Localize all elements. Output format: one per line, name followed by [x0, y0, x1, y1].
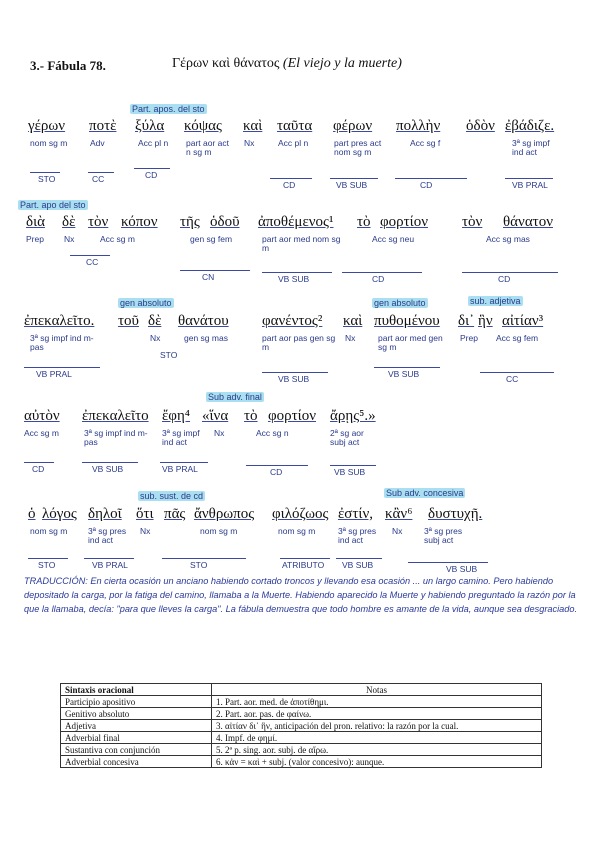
word: πολλὴν [396, 118, 441, 134]
word: θάνατον [503, 214, 553, 230]
syntax-function: CC [92, 174, 105, 184]
word: κἂν⁶ [385, 506, 413, 522]
morph-tag: 3ª sg pres subj act [424, 526, 463, 545]
word: «ἵνα [202, 408, 229, 424]
morph-tag: Acc sg m [100, 234, 135, 244]
word: ὅτι [136, 506, 154, 522]
morph-tag: 2ª sg aor subj act [330, 428, 364, 447]
syntax-function: STO [160, 350, 178, 360]
word: ἀποθέμενος¹ [258, 214, 334, 230]
morph-tag: Prep [26, 234, 44, 244]
syntax-function: VB PRAL [36, 369, 72, 379]
syntax-function: VB SUB [446, 564, 478, 574]
label-part-apos-1: Part. apos. del sto [132, 104, 205, 114]
word: ἄνθρωπος [194, 506, 255, 522]
morph-tag: Nx [150, 333, 161, 343]
word: ἔφη⁴ [162, 408, 191, 424]
word: γέρων [28, 118, 66, 134]
word: λόγος [42, 506, 77, 522]
syntax-function: ATRIBUTO [282, 560, 325, 570]
table-row [61, 732, 542, 744]
syntax-function: VB SUB [278, 274, 310, 284]
label-sub-sust-cd: sub. sust. de cd [140, 491, 204, 501]
morph-tag: nom sg m [278, 526, 316, 536]
fable-title [172, 56, 402, 72]
note-cell: 1. Part. aor. med. de ἀποτίθημι. [212, 696, 542, 708]
syntax-function: CC [86, 257, 99, 267]
word: θανάτου [178, 313, 229, 329]
syntax-function: CD [420, 180, 433, 190]
morph-tag: Acc sg fem [496, 333, 539, 343]
syntax-cell: Sustantiva con conjunción [61, 744, 212, 756]
note-cell: 5. 2ª p. sing. aor. subj. de αἴρω. [212, 744, 542, 756]
word: τὸ [244, 408, 258, 424]
morph-tag: part aor med nom sg m [262, 234, 341, 253]
label-sub-adjetiva: sub. adjetiva [470, 296, 521, 306]
table-row [61, 708, 542, 720]
word: φέρων [333, 118, 373, 134]
word: τὸν [462, 214, 483, 230]
morph-tag: 3ª sg pres ind act [338, 526, 377, 545]
morph-tag: 3ª sg pres ind act [88, 526, 127, 545]
morph-tag: 3ª sg impf ind m-pas [84, 428, 148, 447]
morph-tag: Acc sg mas [486, 234, 530, 244]
syntax-function: VB PRAL [162, 464, 198, 474]
word: ἣν [478, 313, 493, 329]
word: ἄρῃς⁵.» [330, 408, 376, 424]
syntax-function: CD [32, 464, 45, 474]
title-spanish: (El viejo y la muerte) [282, 56, 402, 71]
word: ἐβάδιζε. [505, 118, 555, 134]
word: φανέντος² [262, 313, 323, 329]
word: δι᾽ [458, 313, 475, 329]
table-row [61, 744, 542, 756]
table-row [61, 720, 542, 732]
syntax-function: STO [190, 560, 208, 570]
word: πᾶς [164, 506, 186, 522]
notes-table [60, 683, 542, 768]
morph-tag: gen sg fem [190, 234, 233, 244]
morph-tag: part aor act n sg m [186, 138, 229, 157]
syntax-function: CD [283, 180, 296, 190]
syntax-function: CC [506, 374, 519, 384]
morph-tag: Adv [90, 138, 105, 148]
word: αἰτίαν³ [502, 313, 544, 329]
word: ἐπεκαλεῖτο. [24, 313, 95, 329]
morph-tag: Nx [345, 333, 356, 343]
morph-tag: part pres act nom sg m [334, 138, 382, 157]
word: ἐστίν, [338, 506, 373, 522]
syntax-cell: Participio apositivo [61, 696, 212, 708]
word: ὁδὸν [466, 118, 495, 134]
morph-tag: Acc sg f [410, 138, 441, 148]
syntax-function: VB SUB [334, 467, 366, 477]
word: φορτίον [380, 214, 428, 230]
label-gen-abs-2: gen absoluto [374, 298, 426, 308]
word: καὶ [243, 118, 263, 134]
morph-tag: Nx [392, 526, 403, 536]
syntax-function: STO [38, 174, 56, 184]
syntax-function: CN [202, 272, 215, 282]
word: κόψας [184, 118, 222, 134]
morph-tag: Nx [140, 526, 151, 536]
syntax-cell: Genitivo absoluto [61, 708, 212, 720]
morph-tag: Acc sg m [24, 428, 59, 438]
syntax-function: CD [498, 274, 511, 284]
table-row [61, 696, 542, 708]
syntax-function: VB SUB [342, 560, 374, 570]
label-part-apos-2: Part. apo del sto [20, 200, 86, 210]
syntax-function: STO [38, 560, 56, 570]
word: ὁ [28, 506, 36, 522]
col-header-notes: Notas [212, 684, 542, 696]
word: ὁδοῦ [210, 214, 240, 230]
morph-tag: 3ª sg impf ind act [162, 428, 200, 447]
morph-tag: nom sg m [30, 526, 68, 536]
word: ταῦτα [277, 118, 313, 134]
morph-tag: Nx [244, 138, 255, 148]
syntax-function: CD [372, 274, 385, 284]
syntax-function: VB SUB [278, 374, 310, 384]
word: διὰ [26, 214, 45, 230]
label-gen-abs-1: gen absoluto [120, 298, 172, 308]
note-cell: 4. Impf. de φημί. [212, 732, 542, 744]
syntax-function: VB SUB [92, 464, 124, 474]
morph-tag: Prep [460, 333, 478, 343]
note-cell: 6. κἀν = καὶ + subj. (valor concesivo): aunque. [212, 756, 542, 768]
word: πυθομένου [374, 313, 440, 329]
morph-tag: part aor pas gen sg m [262, 333, 336, 352]
title-greek: Γέρων καὶ θάνατος [172, 56, 280, 71]
syntax-function: CD [270, 467, 283, 477]
morph-tag: 3ª sg impf ind m-pas [30, 333, 94, 352]
morph-tag: Nx [214, 428, 225, 438]
col-header-syntax: Sintaxis oracional [61, 684, 212, 696]
word: φορτίον [268, 408, 316, 424]
morph-tag: Nx [64, 234, 75, 244]
morph-tag: part aor med gen sg m [378, 333, 443, 352]
word: ἐπεκαλεῖτο [82, 408, 149, 424]
morph-tag: gen sg mas [184, 333, 228, 343]
exercise-number: 3.- Fábula 78. [30, 58, 106, 73]
table-row [61, 756, 542, 768]
word: δυστυχῇ. [428, 506, 483, 522]
word: τῆς [180, 214, 200, 230]
syntax-function: VB SUB [388, 369, 420, 379]
morph-tag: nom sg m [30, 138, 68, 148]
label-sub-adv-final: Sub adv. final [208, 392, 262, 402]
word: δηλοῖ [88, 506, 122, 522]
syntax-function: VB PRAL [512, 180, 548, 190]
syntax-cell: Adjetiva [61, 720, 212, 732]
syntax-cell: Adverbial concesiva [61, 756, 212, 768]
syntax-function: CD [145, 170, 158, 180]
note-cell: 2. Part. aor. pas. de φαίνω. [212, 708, 542, 720]
syntax-function: VB SUB [336, 180, 368, 190]
morph-tag: nom sg m [200, 526, 238, 536]
morph-tag: Acc pl n [138, 138, 169, 148]
word: ξύλα [135, 118, 165, 134]
morph-tag: 3ª sg impf ind act [512, 138, 550, 157]
translation-text: TRADUCCIÓN: En cierta ocasión un anciano habiendo cortado troncos y llevando esa ocasión ... un largo camino. Pero habiendo depositado la carga, por la fatiga del camino, llamaba a la Muerte. Habiendo aparecido la Muerte y habiendo preguntado la razón por la que la llamaba, decía: "para que lleves la carga". La fábula demuestra que todo hombre es amante de la vida, aunque sea desgraciado. [24, 576, 578, 614]
label-sub-adv-concesiva: Sub adv. concesiva [386, 488, 464, 498]
note-cell: 3. αἰτίαν δι᾽ ἣν, anticipación del pron. relativo: la razón por la cual. [212, 720, 542, 732]
word: τὸν [88, 214, 109, 230]
syntax-cell: Adverbial final [61, 732, 212, 744]
word: καὶ [343, 313, 363, 329]
morph-tag: Acc sg neu [372, 234, 415, 244]
syntax-function: VB PRAL [92, 560, 128, 570]
word: τοῦ [118, 313, 139, 329]
word: κόπον [121, 214, 158, 230]
word: δὲ [148, 313, 162, 329]
word: δὲ [62, 214, 76, 230]
word: αὐτὸν [24, 408, 60, 424]
word: ποτὲ [89, 118, 117, 134]
morph-tag: Acc pl n [278, 138, 309, 148]
morph-tag: Acc sg n [256, 428, 289, 438]
word: τὸ [357, 214, 371, 230]
word: φιλόζωος [272, 506, 329, 522]
